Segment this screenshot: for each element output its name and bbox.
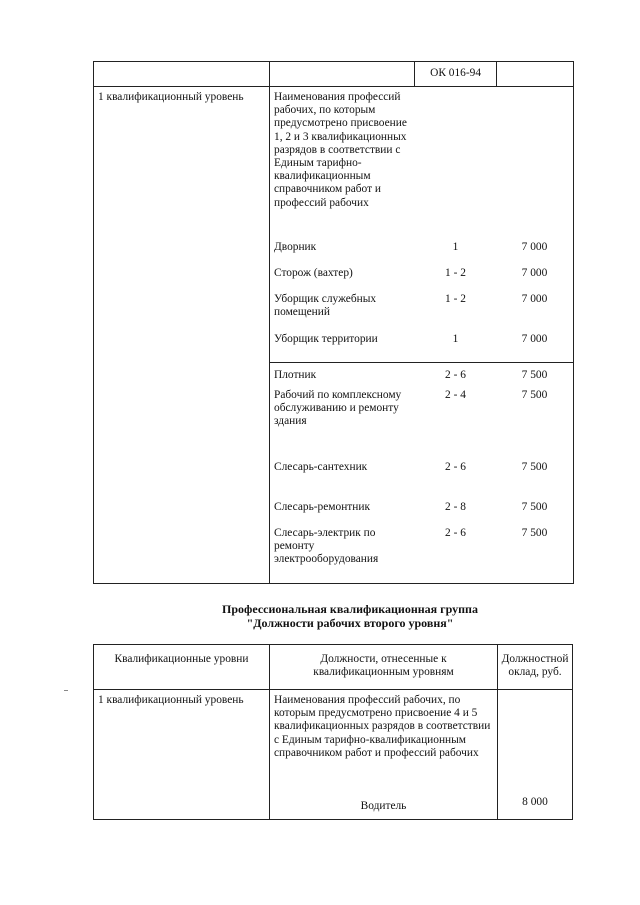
table1-level-row	[94, 87, 574, 363]
level-description: Наименования профессий рабочих, по которым предусмотрено присвоение 1, 2 и 3 квалификационных разрядов в соответствии с Единым тарифно-квалификационным справочником работ и профессий рабочих	[274, 91, 407, 209]
group-b-block	[270, 363, 573, 567]
header-salary: Должностной оклад, руб.	[498, 645, 573, 690]
table-row: Плотник 2 - 6 7 500	[274, 369, 548, 381]
table-row: Уборщик служебных помещений 1 - 2 7 000	[274, 293, 548, 319]
margin-mark	[64, 690, 68, 691]
position-salary: 8 000	[522, 796, 548, 808]
table-row: Слесарь-сантехник 2 - 6 7 500	[274, 461, 548, 473]
okpdtr-code-header: ОК 016-94	[415, 62, 496, 87]
group-title-line2: "Должности рабочих второго уровня"	[246, 616, 454, 630]
table-row: Уборщик территории 1 7 000	[274, 333, 548, 345]
position-name: Водитель	[360, 800, 407, 812]
level-description: Наименования профессий рабочих, по которым предусмотрено присвоение 4 и 5 квалификационных разрядов в соответствии с Единым тарифно-квалификационным справочником работ и профессий рабочих	[274, 694, 491, 759]
table-row: Слесарь-ремонтник 2 - 8 7 500	[274, 501, 548, 513]
group-a-block	[270, 87, 573, 353]
professions-table-1	[93, 61, 574, 584]
table-row: Рабочий по комплексному обслуживанию и ремонту здания 2 - 4 7 500	[274, 389, 548, 428]
group-title-line1: Профессиональная квалификационная группа	[222, 602, 478, 616]
table-row: Слесарь-электрик по ремонту электрооборудования 2 - 6 7 500	[274, 527, 548, 566]
professions-table-2	[93, 644, 573, 820]
table2-header-row	[94, 645, 573, 690]
table-row: Сторож (вахтер) 1 - 2 7 000	[274, 267, 548, 279]
table1-header-row	[94, 62, 574, 87]
qualification-level: 1 квалификационный уровень	[94, 690, 270, 820]
table-row: Дворник 1 7 000	[274, 241, 548, 253]
header-levels: Квалификационные уровни	[94, 645, 270, 690]
header-positions: Должности, отнесенные к квалификационным уровням	[270, 645, 498, 690]
qualification-level: 1 квалификационный уровень	[94, 87, 270, 584]
table2-level-row	[94, 690, 573, 820]
